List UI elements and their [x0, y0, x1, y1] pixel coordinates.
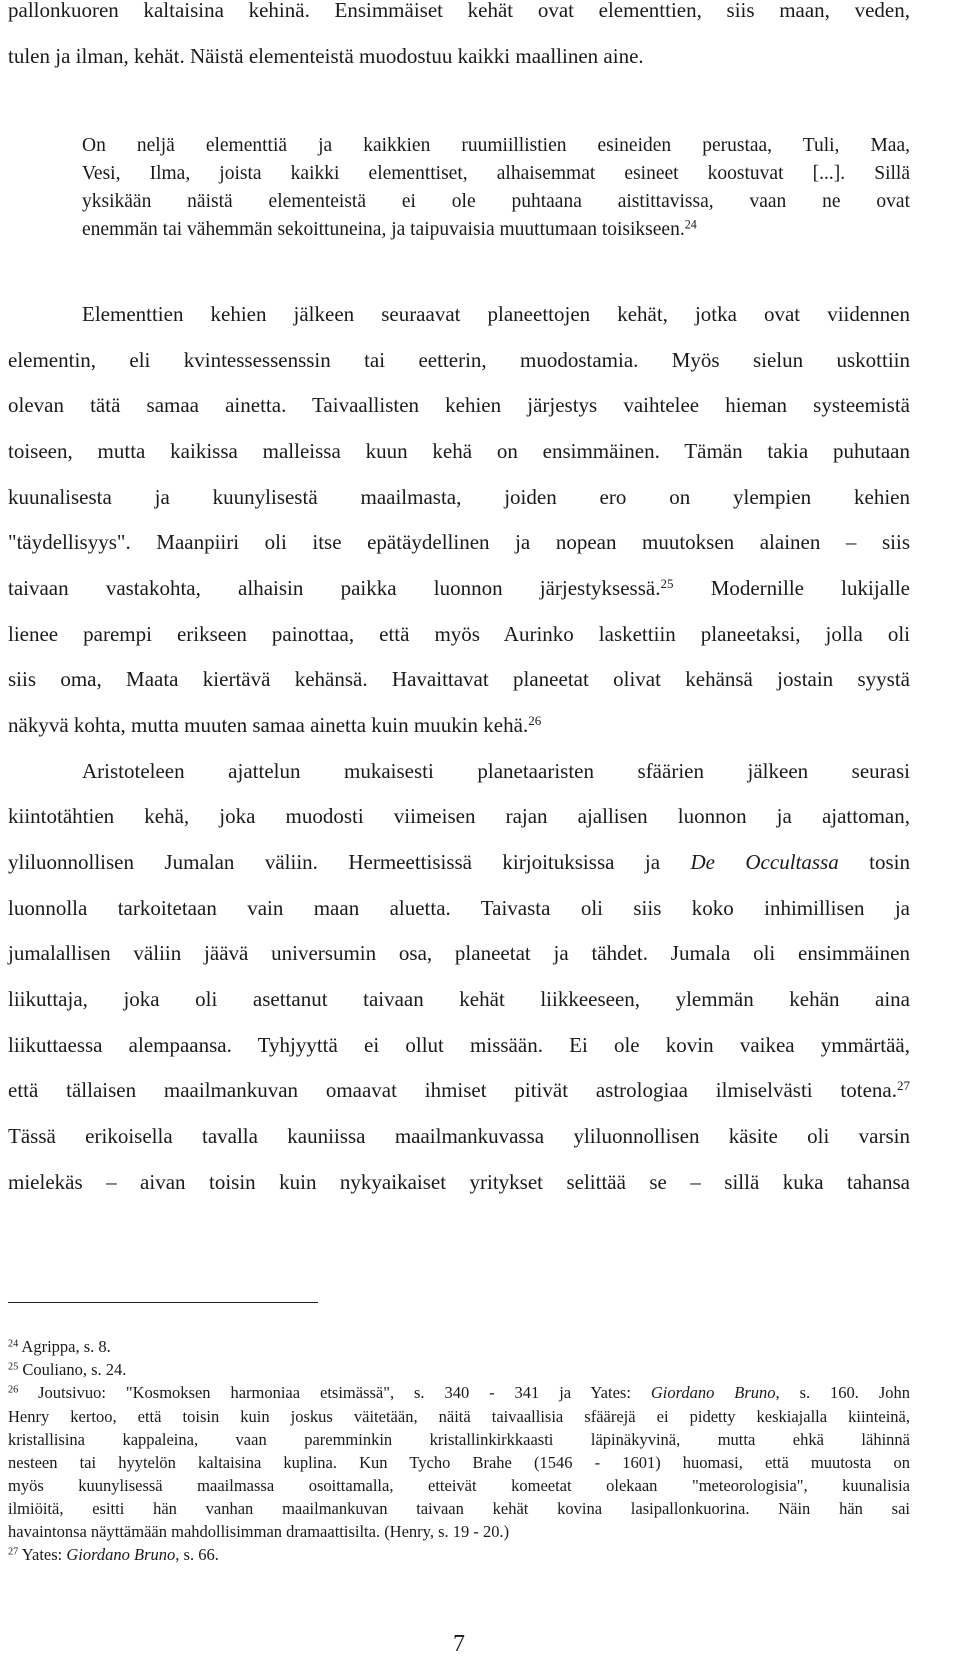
paragraph-text: Modernille lukijalle — [673, 576, 910, 600]
book-title: Giordano Bruno — [650, 1383, 776, 1402]
footnote-ref: 26 — [528, 712, 542, 728]
footnote-line: kristallisina kappaleina, vaan paremminkin kristallinkirkkaasti läpinäkyvinä, mutta ehkä lähinnä — [8, 1430, 910, 1449]
quote-line: On neljä elementtiä ja kaikkien ruumiillistien esineiden perustaa, Tuli, Maa, — [82, 135, 910, 156]
footnote-ref: 24 — [684, 217, 697, 232]
paragraph-line: siis oma, Maata kiertävä kehänsä. Havaittavat planeetat olivat kehänsä jostain syystä — [8, 667, 910, 691]
quote-line — [82, 217, 910, 240]
page-number: 7 — [453, 1631, 465, 1657]
paragraph-line: kiintotähtien kehä, joka muodosti viimeisen rajan ajallisen luonnon ja ajattoman, — [8, 804, 910, 828]
paragraph-line: elementin, eli kvintessessenssin tai eetterin, muodostamia. Myös sielun uskottiin — [8, 348, 910, 372]
footnote-number: 25 — [8, 1361, 19, 1373]
paragraph-line: jumalallisen väliin jäävä universumin osa, planeetat ja tähdet. Jumala oli ensimmäinen — [8, 941, 910, 965]
footnote-line: nesteen tai hyytelön kaltaisina kuplina. Kun Tycho Brahe (1546 - 1601) huomasi, että muutosta on — [8, 1453, 910, 1472]
paragraph-line: olevan tätä samaa ainetta. Taivaallisten kehien järjestys vaihtelee hieman systeemistä — [8, 393, 910, 417]
footnote-number: 26 — [8, 1384, 19, 1396]
document-page — [8, 0, 910, 1660]
footnote-separator — [8, 1302, 318, 1303]
footnote-line: ilmiöitä, esitti hän vanhan maailmankuvan taivaan kehät kovina lasipallonkuorina. Näin hän sai — [8, 1499, 910, 1518]
footnote-27 — [8, 1547, 910, 1564]
paragraph-line — [8, 575, 910, 600]
footnote-text: , s. 160. John — [775, 1383, 910, 1402]
footnote-25 — [8, 1362, 910, 1379]
footnote-number: 24 — [8, 1338, 19, 1350]
paragraph-line — [8, 1077, 910, 1102]
paragraph-line: liikuttaja, joka oli asettanut taivaan kehät liikkeeseen, ylemmän kehän aina — [8, 987, 910, 1011]
paragraph-line: Tässä erikoisella tavalla kauniissa maailmankuvassa yliluonnollisen käsite oli varsin — [8, 1124, 910, 1148]
intro-line: tulen ja ilman, kehät. Näistä elementeistä muodostuu kaikki maallinen aine. — [8, 44, 644, 68]
footnote-text: Couliano, s. 24. — [18, 1360, 127, 1379]
footnote-text: Joutsivuo: "Kosmoksen harmoniaa etsimässä", s. 340 - 341 ja Yates: — [18, 1383, 651, 1402]
paragraph-line: Elementtien kehien jälkeen seuraavat planeettojen kehät, jotka ovat viidennen — [82, 302, 910, 326]
paragraph-line: "täydellisyys". Maanpiiri oli itse epätäydellinen ja nopean muutoksen alainen – siis — [8, 530, 910, 554]
paragraph-line: mielekäs – aivan toisin kuin nykyaikaiset yritykset selittää se – sillä kuka tahansa — [8, 1170, 910, 1194]
paragraph-text: yliluonnollisen Jumalan väliin. Hermeettisissä kirjoituksissa ja — [8, 850, 691, 874]
book-title: De Occultassa — [690, 850, 839, 874]
paragraph-line — [8, 852, 910, 873]
footnote-ref: 25 — [660, 575, 674, 591]
footnote-26 — [8, 1385, 910, 1402]
footnote-line: myös kuunylisessä maailmassa osoittamalla, etteivät komeetat olekaan "meteorologisia", kuunalisia — [8, 1476, 910, 1495]
paragraph-line — [8, 712, 910, 737]
footnote-text: Yates: — [18, 1545, 67, 1564]
footnote-text: Agrippa, s. 8. — [18, 1337, 111, 1356]
paragraph-line: luonnolla tarkoitetaan vain maan aluetta. Taivasta oli siis koko inhimillisen ja — [8, 896, 910, 920]
footnote-number: 27 — [8, 1546, 19, 1558]
intro-line: pallonkuoren kaltaisina kehinä. Ensimmäiset kehät ovat elementtien, siis maan, veden, — [8, 0, 910, 22]
footnote-24 — [8, 1339, 910, 1356]
paragraph-line: lienee parempi erikseen painottaa, että myös Aurinko laskettiin planeetaksi, jolla oli — [8, 622, 910, 646]
paragraph-text: näkyvä kohta, mutta muuten samaa ainetta kuin muukin kehä. — [8, 713, 529, 737]
paragraph-line: liikuttaessa alempaansa. Tyhjyyttä ei ollut missään. Ei ole kovin vaikea ymmärtää, — [8, 1033, 910, 1057]
footnote-line: Henry kertoo, että toisin kuin joskus väitetään, näitä taivaallisia sfäärejä ei pidetty keskiajalla kiinteinä, — [8, 1407, 910, 1426]
footnote-text: , s. 66. — [175, 1545, 219, 1564]
paragraph-line: Aristoteleen ajattelun mukaisesti planetaaristen sfäärien jälkeen seurasi — [82, 759, 910, 783]
quote-line: yksikään näistä elementeistä ei ole puhtaana aistittavissa, vaan ne ovat — [82, 191, 910, 212]
paragraph-line: toiseen, mutta kaikissa malleissa kuun kehä on ensimmäinen. Tämän takia puhutaan — [8, 439, 910, 463]
footnote-ref: 27 — [896, 1077, 910, 1093]
paragraph-text: taivaan vastakohta, alhaisin paikka luonnon järjestyksessä. — [8, 576, 661, 600]
footnote-line: havaintonsa näyttämään mahdollisimman dramaattisilta. (Henry, s. 19 - 20.) — [8, 1522, 510, 1541]
paragraph-line: kuunalisesta ja kuunylisestä maailmasta, joiden ero on ylempien kehien — [8, 485, 910, 509]
book-title: Giordano Bruno — [66, 1545, 176, 1564]
quote-text: enemmän tai vähemmän sekoittuneina, ja taipuvaisia muuttumaan toisikseen. — [82, 219, 685, 240]
paragraph-text: että tällaisen maailmankuvan omaavat ihmiset pitivät astrologiaa ilmiselvästi totena. — [8, 1078, 897, 1102]
paragraph-text: tosin — [838, 850, 910, 874]
quote-line: Vesi, Ilma, joista kaikki elementtiset, alhaisemmat esineet koostuvat [...]. Sillä — [82, 163, 910, 184]
